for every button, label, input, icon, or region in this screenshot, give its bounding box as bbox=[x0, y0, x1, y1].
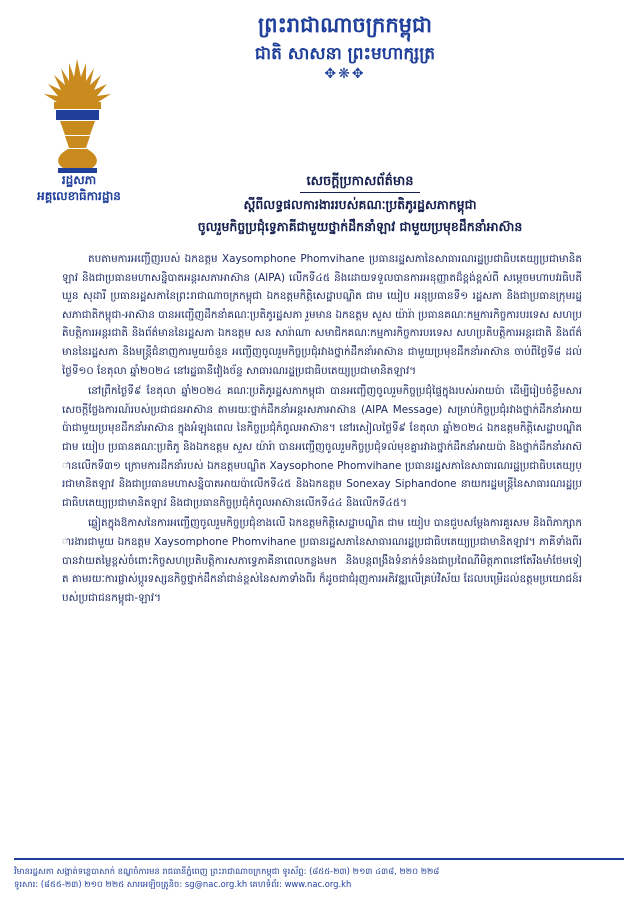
footer bbox=[14, 858, 624, 891]
ornament-divider: ✥❋✥ bbox=[324, 66, 366, 82]
body-paragraph-2: នៅព្រឹកថ្ងៃទី៩ ខែតុលា ឆ្នាំ២០២៤ គណៈប្រតិភូរដ្ឋសភាកម្ពុជា បានអញ្ជើញចូលរួមកិច្ចប្រជុំផ្ទៃក្នុងរបស់អាយប៉ា ដើម្បីរៀបចំខ្លឹមសារសេចក្ដីថ្លែងការណ៍របស់ប្រជាជនអាស៊ាន តាមរយៈថ្នាក់ដឹកនាំអន្តរសភាអាស៊ាន (AIPA Message) សម្រាប់កិច្ចប្រជុំរវាងថ្នាក់ដឹកនាំអាយប៉ាជាមួយប្រមុខដឹកនាំអាស៊ាន ក្នុងអំឡុងពេល នៃកិច្ចប្រជុំកំពូលអាស៊ាន។ នៅរសៀលថ្ងៃទី៩ ខែតុលា ឆ្នាំ២០២៤ ឯកឧត្តមកិត្តិសេដ្ឋាបណ្ឌិត ជាម យៀប ប្រធានគណៈប្រតិភូ និងឯកឧត្តម សួស យ៉ារ៉ា បានអញ្ជើញចូលរួមកិច្ចប្រជុំទល់មុខគ្នារវាងថ្នាក់ដឹកនាំអាយប៉ា និងថ្នាក់ដឹកនាំអាស៊ានលើកទី៣១ ក្រោមការដឹកនាំរបស់ ឯកឧត្តមបណ្ឌិត Xaysophone Phomvihane ប្រធានរដ្ឋសភានៃសាធារណរដ្ឋប្រជាធិបតេយ្យប្រជាមានិតឡាវ និងជាប្រធានមហាសន្និបាតអាយប៉ាលើកទី៤៥ និងឯកឧត្តម Sonexay Siphandone នាយករដ្ឋមន្ត្រីនៃសាធារណរដ្ឋប្រជាធិបតេយ្យប្រជាមានិតឡាវ និងជាប្រធានកិច្ចប្រជុំកំពូលអាស៊ានលើកទី៤៤ និងលើកទី៤៥។ bbox=[62, 385, 582, 509]
footer-address: វិមានរដ្ឋសភា សង្កាត់ទន្លេបាសាក់ ខណ្ឌចំការមន រាជធានីភ្នំពេញ ព្រះរាជាណាចក្រកម្ពុជា ទូរស័ព្ទ: (៨៥៥-២៣) ២១៣ ៤៣៨, ២២០ ២២៨ bbox=[14, 866, 440, 876]
document-body bbox=[62, 250, 582, 609]
document-title: សេចក្ដីប្រកាសព័ត៌មាន bbox=[300, 172, 419, 193]
body-paragraph-1: តបតាមការអញ្ជើញរបស់ ឯកឧត្តម Xaysomphone Phomvihane ប្រធានរដ្ឋសភានៃសាធារណរដ្ឋប្រជាធិបតេយ្យប្រជាមានិតឡាវ និងជាប្រធានមហាសន្និបាតអន្តរសភាអាស៊ាន (AIPA) លើកទី៤៥ និងដោយទទួលបានការអនុញ្ញាតដ៏ខ្ពង់ខ្ពស់ពី សម្ដេចមហាបវរធិបតី ឃួន សុដារី ប្រធានរដ្ឋសភានៃព្រះរាជាណាចក្រកម្ពុជា ឯកឧត្តមកិត្តិសេដ្ឋាបណ្ឌិត ជាម យៀប អនុប្រធានទី១ រដ្ឋសភា និងជាប្រធានក្រុមរដ្ឋសភាជាតិកម្ពុជា-អាស៊ាន បានអញ្ជើញដឹកនាំគណៈប្រតិភូរដ្ឋសភា រួមមាន ឯកឧត្តម សួស យ៉ារ៉ា ប្រធានគណៈកម្មការកិច្ចការបរទេស សហប្រតិបត្តិការអន្តរជាតិ និងព័ត៌មាននៃរដ្ឋសភា ឯកឧត្តម សន សារ៉ាណា សមាជិកគណៈកម្មការកិច្ចការបរទេស សហប្រតិបត្តិការអន្តរជាតិ និងព័ត៌មាននៃរដ្ឋសភា និងមន្ត្រីជំនាញការមួយចំនួន អញ្ជើញចូលរួមកិច្ចប្រជុំរវាងថ្នាក់ដឹកនាំអាស៊ាន ជាមួយប្រមុខដឹកនាំអាស៊ាន ចាប់ពីថ្ងៃទី៨ ដល់ថ្ងៃទី១០ ខែតុលា ឆ្នាំ២០២៤ នៅរដ្ឋធានីវៀងច័ន្ទ សាធារណរដ្ឋប្រជាធិបតេយ្យប្រជាមានិតឡាវ។ bbox=[62, 253, 582, 377]
footer-contact: ទូរសារ: (៨៥៥-២៣) ២១០ ២២៥ សារអេឡិចត្រូនិច: sg@nac.org.kh គេហទំព័រ: www.nac.org.kh bbox=[14, 879, 352, 889]
body-paragraph-3: ឆ្លៀតក្នុងឱកាសនៃការអញ្ជើញចូលរួមកិច្ចប្រជុំខាងលើ ឯកឧត្តមកិត្តិសេដ្ឋាបណ្ឌិត ជាម យៀប បានជួបសម្ដែងការគួរសម និងពិភាក្សាការងារជាមួយ ឯកឧត្តម Xaysomphone Phomvihane ប្រធានរដ្ឋសភានៃសាធារណរដ្ឋប្រជាធិបតេយ្យប្រជាមានិតឡាវ។ ភាគីទាំងពីរបានវាយតម្លៃខ្ពស់ចំពោះកិច្ចសហប្រតិបត្តិការសភាទ្វេភាគីនាពេលកន្លងមក និងបន្តពង្រឹងទំនាក់ទំនងជាប្រពៃណីមិត្តភាពនៅតែរឹងមាំថែមទៀត តាមរយៈការផ្លាស់ប្ដូរទស្សនកិច្ចថ្នាក់ដឹកនាំជាន់ខ្ពស់នៃសភាទាំងពីរ ក៏ដូចជាជំរុញការអភិវឌ្ឍលើគ្រប់វិស័យ ដែលបម្រើដល់ឧត្តមប្រយោជន៍របស់ប្រជាជនកម្ពុជា-ឡាវ។ bbox=[62, 517, 582, 604]
kingdom-heading: ព្រះរាជាណាចក្រកម្ពុជា bbox=[257, 13, 432, 37]
document-titles bbox=[170, 170, 550, 237]
document-subtitle-1: ស្ដីពីលទ្ធផលការងាររបស់គណៈប្រតិភូរដ្ឋសភាកម្ពុជា bbox=[243, 197, 477, 212]
letterhead bbox=[180, 10, 510, 82]
document-subtitle-2: ចូលរួមកិច្ចប្រជុំទ្វេភាគីជាមួយថ្នាក់ដឹកនាំឡាវ ជាមួយប្រមុខដឹកនាំអាស៊ាន bbox=[197, 219, 523, 234]
national-motto: ជាតិ សាសនា ព្រះមហាក្សត្រ bbox=[254, 44, 436, 64]
organization-department: អគ្គលេខាធិការដ្ឋាន bbox=[37, 189, 121, 203]
organization-name: រដ្ឋសភា bbox=[61, 173, 97, 187]
organization-block bbox=[14, 172, 144, 204]
footer-divider bbox=[14, 858, 624, 860]
national-assembly-emblem-icon bbox=[30, 55, 125, 175]
